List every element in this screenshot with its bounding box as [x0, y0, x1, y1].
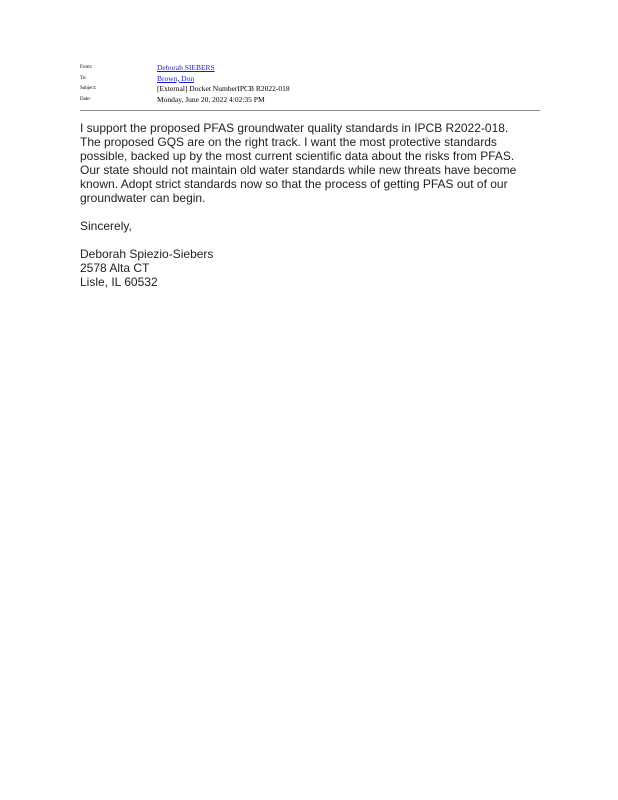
header-row-from [80, 63, 542, 74]
header-row-date [80, 95, 542, 106]
to-label: To: [80, 75, 87, 81]
subject-label: Subject: [80, 86, 97, 91]
header-divider [80, 110, 540, 111]
header-row-to [80, 74, 542, 85]
to-link[interactable]: Brown, Don [157, 73, 195, 83]
email-header [80, 63, 542, 105]
body-line: The proposed GQS are on the right track. I want the most protective standards [80, 135, 497, 149]
body-line: possible, backed up by the most current scientific data about the risks from PFAS. [80, 149, 515, 163]
body-line: I support the proposed PFAS groundwater quality standards in IPCB R2022-018. [80, 121, 509, 135]
signature-city: Lisle, IL 60532 [80, 275, 158, 289]
body-line: groundwater can begin. [80, 191, 206, 205]
date-value: Monday, June 20, 2022 4:02:35 PM [157, 94, 265, 104]
body-line: Our state should not maintain old water standards while new threats have become [80, 163, 517, 177]
body-line: known. Adopt strict standards now so that the process of getting PFAS out of our [80, 177, 508, 191]
paragraph-gap [80, 205, 540, 219]
paragraph-gap [80, 233, 540, 247]
header-row-subject [80, 84, 542, 95]
closing: Sincerely, [80, 219, 132, 233]
from-label: From: [80, 65, 93, 70]
subject-value: [External] Docket NumberIPCB R2022-018 [157, 84, 290, 93]
signature-street: 2578 Alta CT [80, 261, 150, 275]
date-label: Date: [80, 96, 91, 102]
email-body [80, 121, 540, 289]
signature-name: Deborah Spiezio-Siebers [80, 247, 214, 261]
from-link[interactable]: Deborah SIEBERS [157, 63, 215, 72]
